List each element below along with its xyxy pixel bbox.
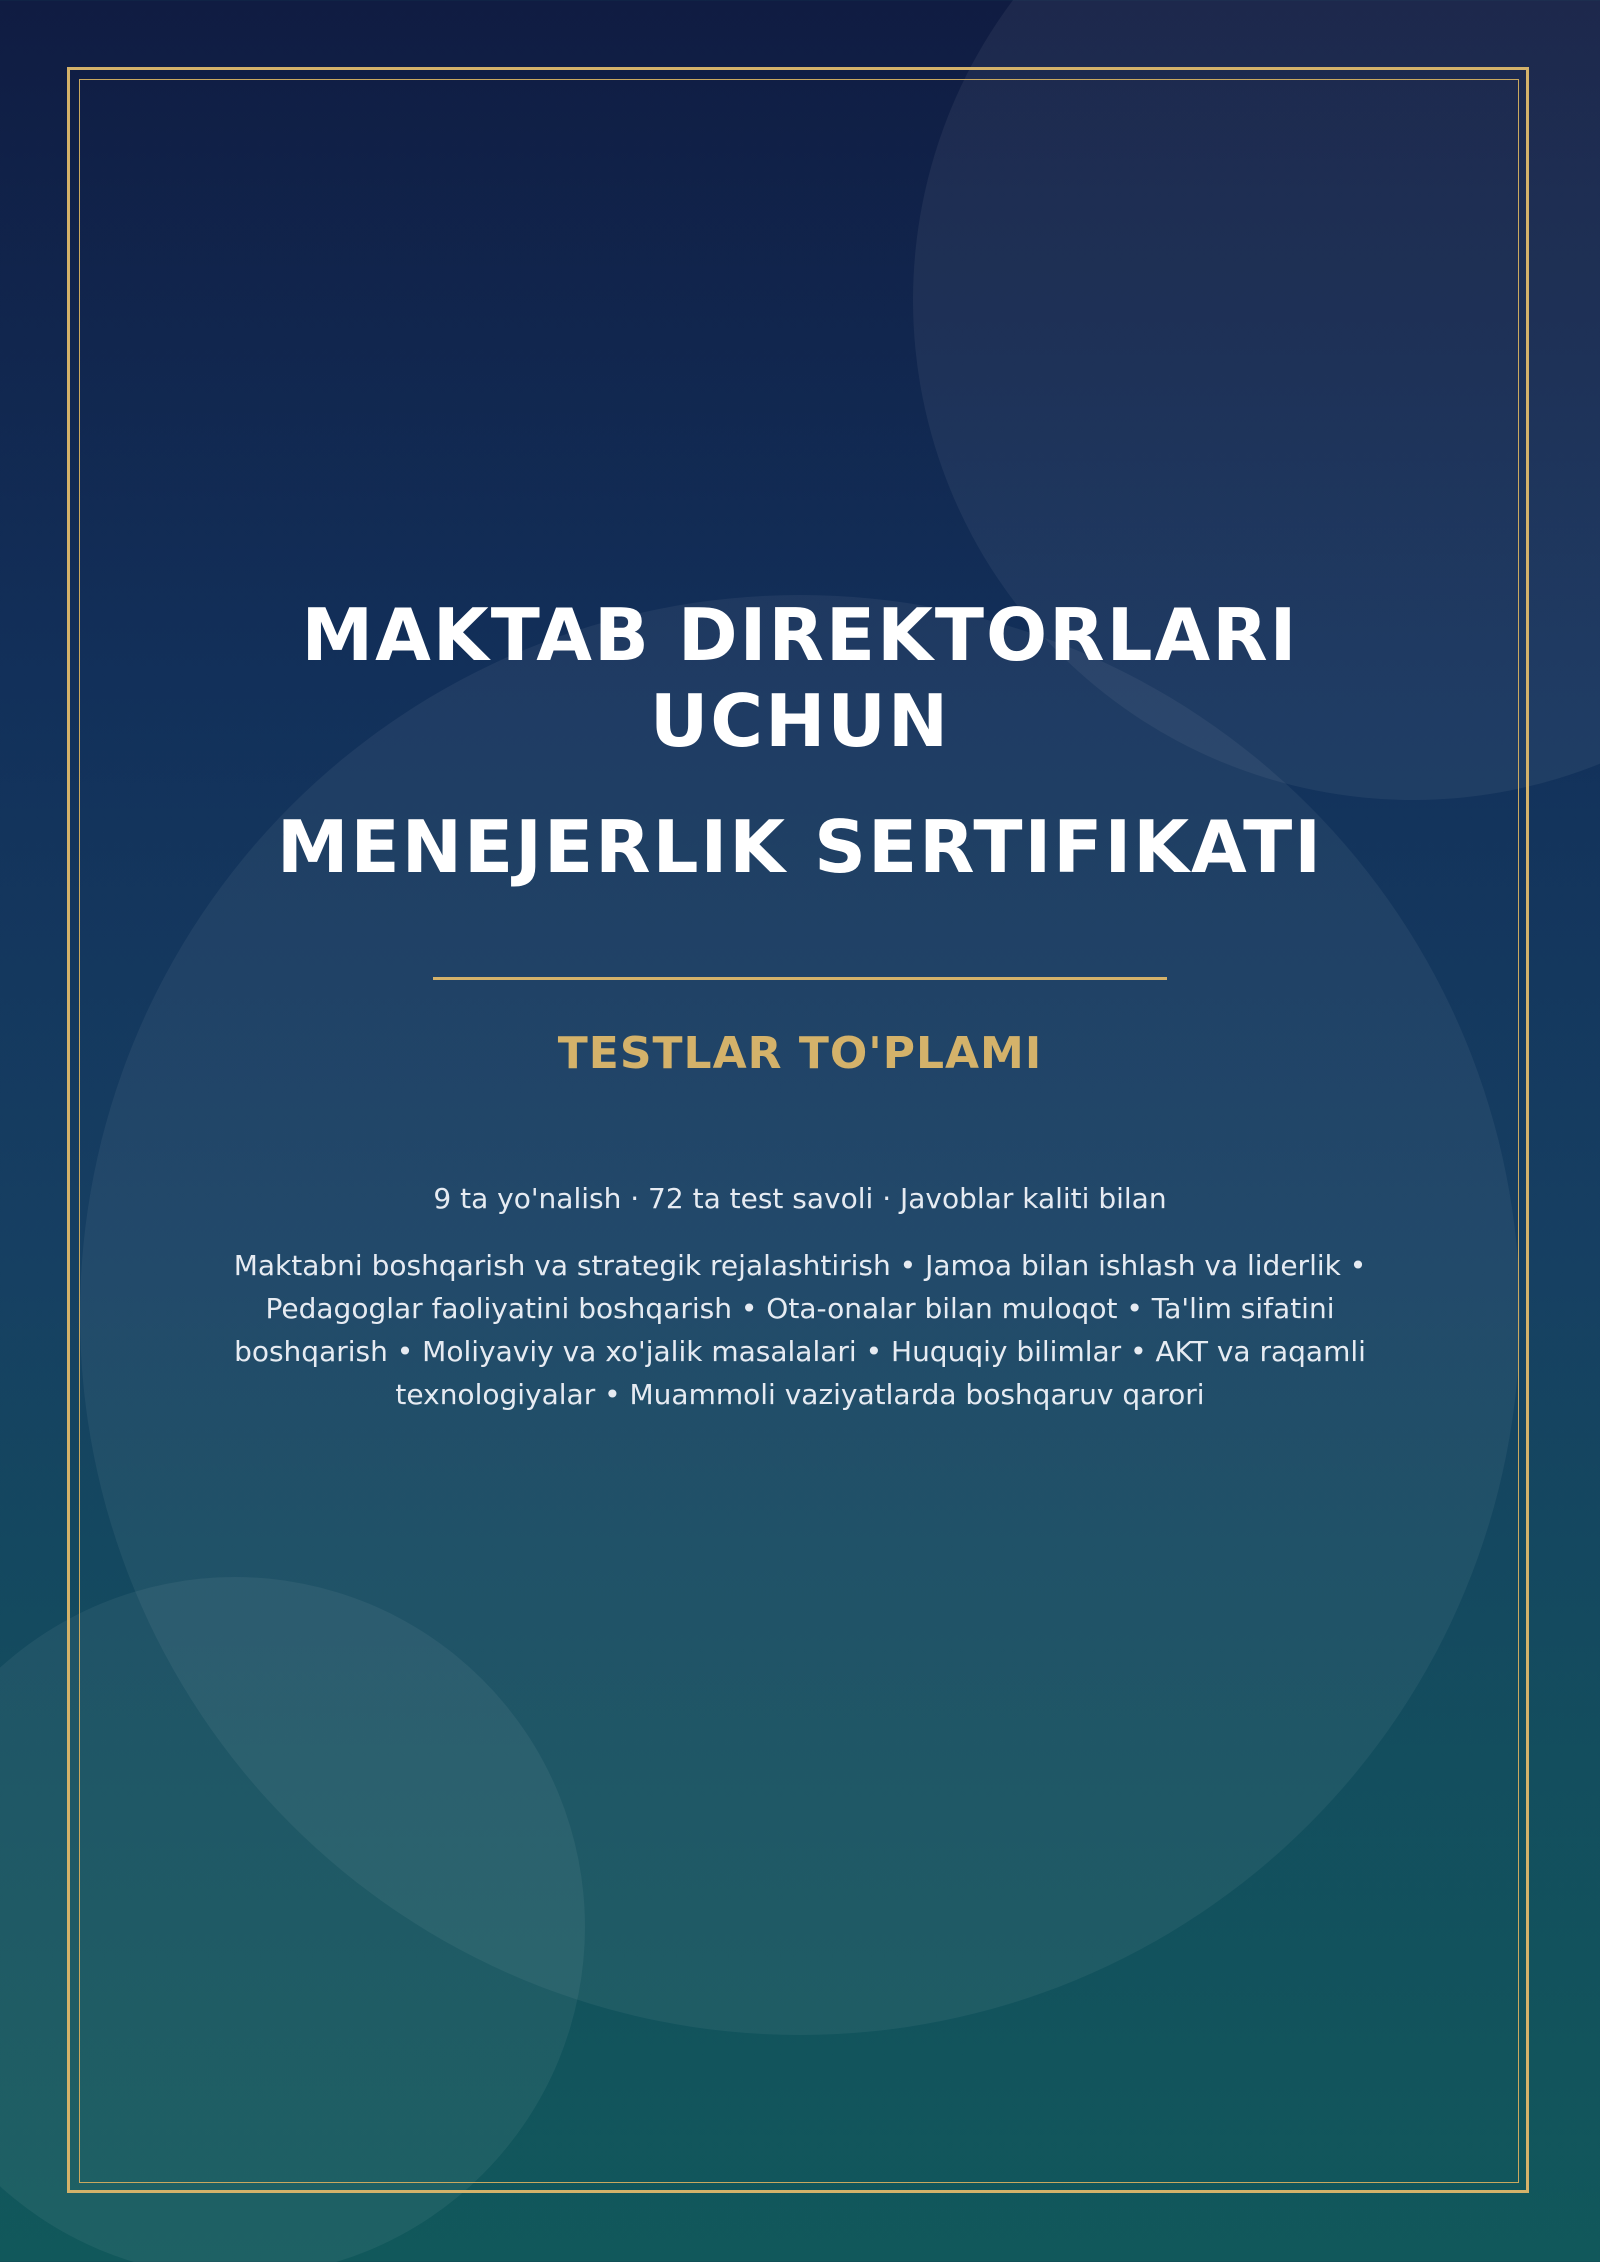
cover-title-line2: MENEJERLIK SERTIFIKATI <box>276 805 1324 889</box>
gold-divider <box>433 977 1167 980</box>
cover-title-line1: MAKTAB DIREKTORLARI UCHUN <box>301 593 1299 763</box>
cover-meta-info: 9 ta yo'nalish · 72 ta test savoli · Javoblar kaliti bilan <box>433 1182 1167 1215</box>
cover-topics-list: Maktabni boshqarish va strategik rejalashtirish • Jamoa bilan ishlash va liderlik • Pedagoglar faoliyatini boshqarish • Ota-onalar bilan muloqot • Ta'lim sifatini boshqarish • Moliyaviy va xo'jalik masalalari • Huquqiy bilimlar • AKT va raqamli texnologiyalar • Muammoli vaziyatlarda boshqaruv qarori <box>233 1249 1367 1411</box>
inner-gold-border <box>79 79 1519 2183</box>
cover-subtitle: TESTLAR TO'PLAMI <box>557 1028 1043 1079</box>
